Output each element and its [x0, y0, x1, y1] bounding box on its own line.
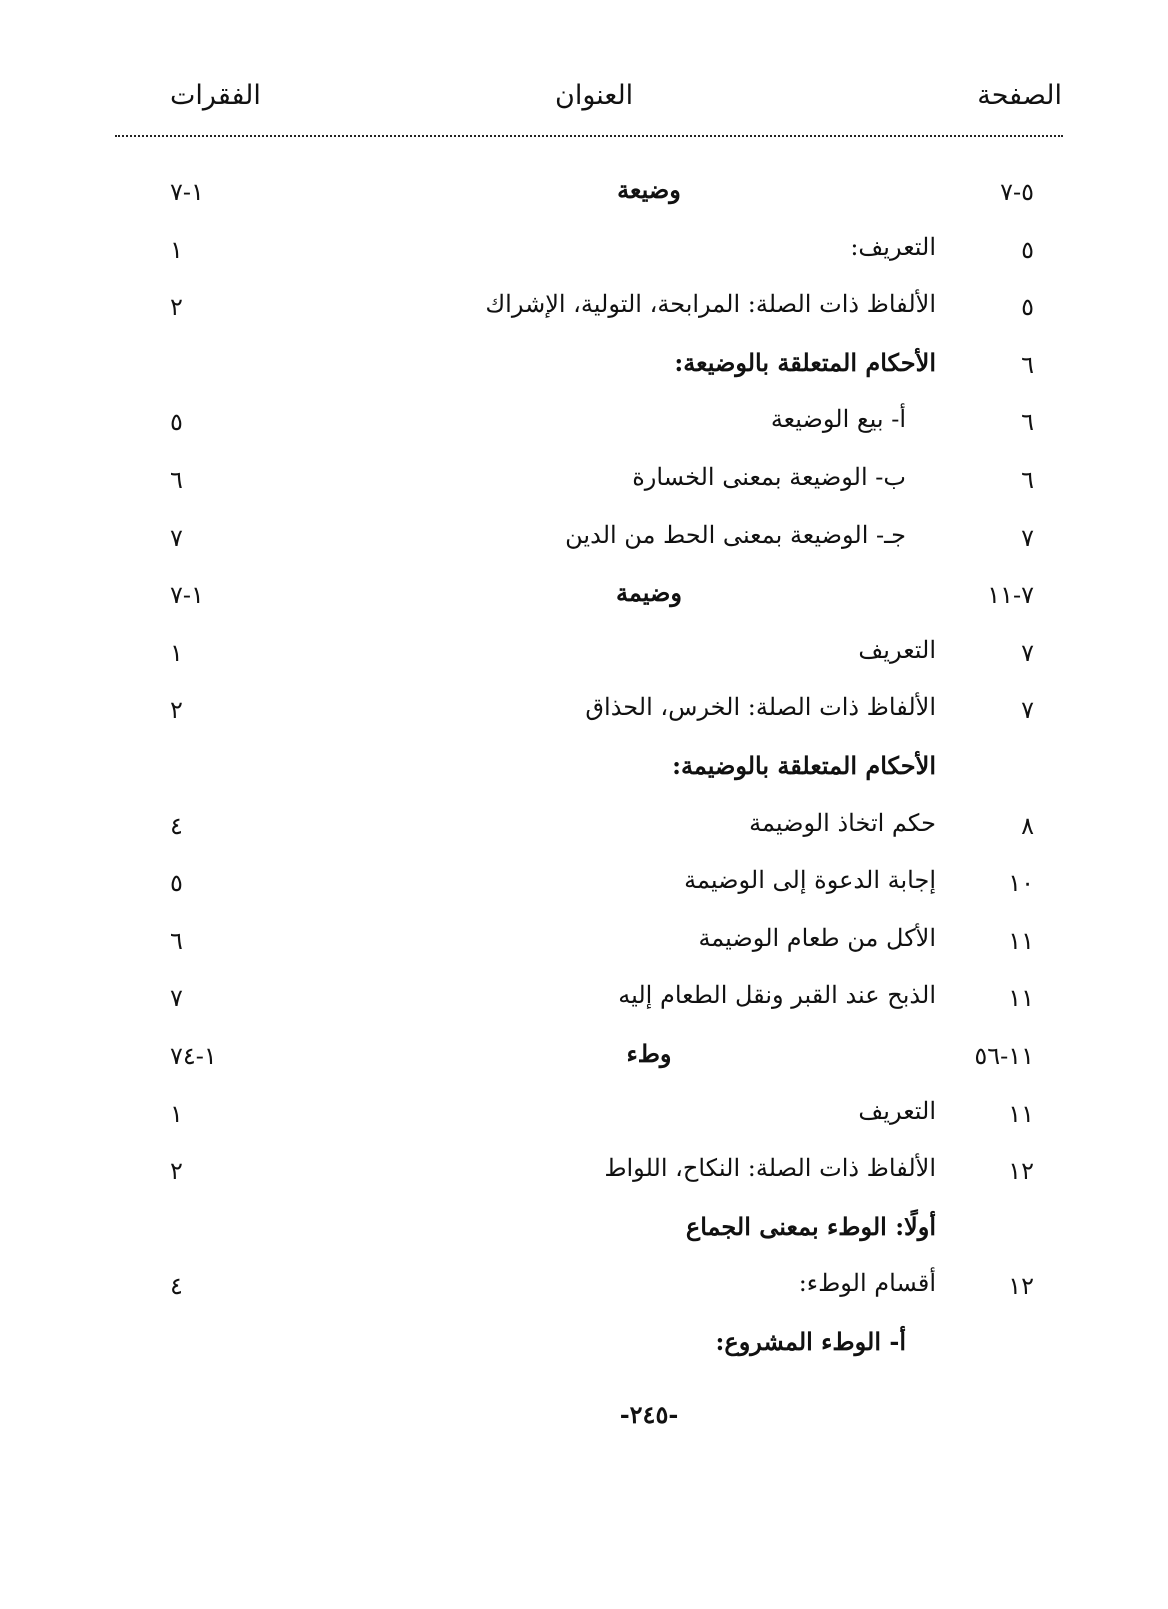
index-row — [0, 1149, 1168, 1207]
title-cell: الألفاظ ذات الصلة: المرابحة، التولية، الإشراك — [485, 290, 936, 319]
paragraphs-cell: ١-٧ — [170, 178, 204, 206]
page-cell: ٥-٧ — [1000, 178, 1034, 206]
page-cell: ٧ — [1021, 523, 1034, 552]
page-column-header: الصفحة — [977, 80, 1062, 111]
paragraphs-cell: ٢ — [170, 293, 183, 322]
paragraphs-cell: ٥ — [170, 408, 183, 437]
title-cell: أقسام الوطء: — [798, 1269, 936, 1298]
title-cell: إجابة الدعوة إلى الوضيمة — [684, 866, 936, 895]
page-cell: ٦ — [1021, 350, 1034, 379]
paragraphs-cell: ٦ — [170, 465, 183, 494]
paragraphs-cell: ٧ — [170, 984, 183, 1013]
page-cell: ٧ — [1021, 638, 1034, 667]
title-column-header: العنوان — [555, 80, 634, 111]
title-cell: الأحكام المتعلقة بالوضيعة: — [674, 347, 936, 377]
title-cell: وضيمة — [616, 578, 682, 608]
title-cell: جـ- الوضيعة بمعنى الحط من الدين — [565, 520, 906, 549]
page-cell: ١٢ — [1008, 1272, 1034, 1301]
title-cell: الألفاظ ذات الصلة: الخرس، الحذاق — [585, 693, 936, 722]
page-cell: ١١ — [1008, 1099, 1034, 1128]
index-row — [0, 458, 1168, 516]
paragraphs-cell: ١ — [170, 235, 183, 264]
index-row — [0, 573, 1168, 631]
index-row — [0, 1034, 1168, 1092]
page-cell: ١٠ — [1008, 869, 1034, 898]
paragraphs-cell: ٧ — [170, 523, 183, 552]
index-row — [0, 1207, 1168, 1265]
index-row — [0, 1322, 1168, 1380]
title-cell: الأكل من طعام الوضيمة — [698, 923, 936, 952]
index-row — [0, 804, 1168, 862]
page-cell: ١١ — [1008, 984, 1034, 1013]
title-cell: التعريف — [858, 1096, 936, 1125]
paragraphs-cell: ١ — [170, 1099, 183, 1128]
paragraphs-cell: ٢ — [170, 1157, 183, 1186]
page-cell: ١١ — [1008, 926, 1034, 955]
title-cell: حكم اتخاذ الوضيمة — [749, 808, 936, 837]
title-cell: الأحكام المتعلقة بالوضيمة: — [672, 750, 936, 780]
table-header — [0, 80, 1168, 130]
paragraphs-cell: ٤ — [170, 811, 183, 840]
index-row — [0, 631, 1168, 689]
title-cell: أ- بيع الوضيعة — [770, 405, 906, 434]
page-cell: ٧-١١ — [987, 581, 1034, 610]
page-cell: ٧ — [1021, 696, 1034, 725]
paragraphs-cell: ١-٧٤ — [170, 1041, 217, 1070]
page-cell: ١١-٥٦ — [974, 1041, 1034, 1070]
index-row — [0, 746, 1168, 804]
title-cell: الألفاظ ذات الصلة: النكاح، اللواط — [604, 1154, 936, 1183]
title-cell: التعريف: — [850, 232, 936, 261]
index-row — [0, 343, 1168, 401]
page-cell: ٥ — [1021, 235, 1034, 264]
index-row — [0, 285, 1168, 343]
title-cell: وضيعة — [617, 175, 681, 204]
page-cell: ٨ — [1021, 811, 1034, 840]
title-cell: الذبح عند القبر ونقل الطعام إليه — [618, 981, 936, 1010]
paragraphs-cell: ١ — [170, 638, 183, 667]
page-cell: ٦ — [1021, 408, 1034, 437]
index-row — [0, 919, 1168, 977]
index-row — [0, 1092, 1168, 1150]
page-cell: ١٢ — [1008, 1157, 1034, 1186]
title-cell: ب- الوضيعة بمعنى الخسارة — [632, 462, 906, 491]
title-cell: وطء — [626, 1038, 672, 1068]
paragraphs-column-header: الفقرات — [170, 80, 261, 111]
page-cell: ٥ — [1021, 293, 1034, 322]
index-row — [0, 400, 1168, 458]
paragraphs-cell: ٢ — [170, 696, 183, 725]
page-cell: ٦ — [1021, 465, 1034, 494]
title-cell: أولًا: الوطء بمعنى الجماع — [685, 1211, 936, 1241]
title-cell: التعريف — [858, 635, 936, 664]
index-row — [0, 976, 1168, 1034]
dotted-divider — [115, 135, 1063, 137]
index-row — [0, 516, 1168, 574]
index-row — [0, 1264, 1168, 1322]
paragraphs-cell: ٦ — [170, 926, 183, 955]
paragraphs-cell: ٥ — [170, 869, 183, 898]
index-table — [0, 170, 1168, 1379]
paragraphs-cell: ١-٧ — [170, 581, 204, 610]
index-row — [0, 688, 1168, 746]
index-row — [0, 228, 1168, 286]
paragraphs-cell: ٤ — [170, 1272, 183, 1301]
page-number: -٢٤٥- — [619, 1400, 679, 1429]
title-cell: أ- الوطء المشروع: — [715, 1326, 906, 1356]
index-row — [0, 861, 1168, 919]
index-row — [0, 170, 1168, 228]
